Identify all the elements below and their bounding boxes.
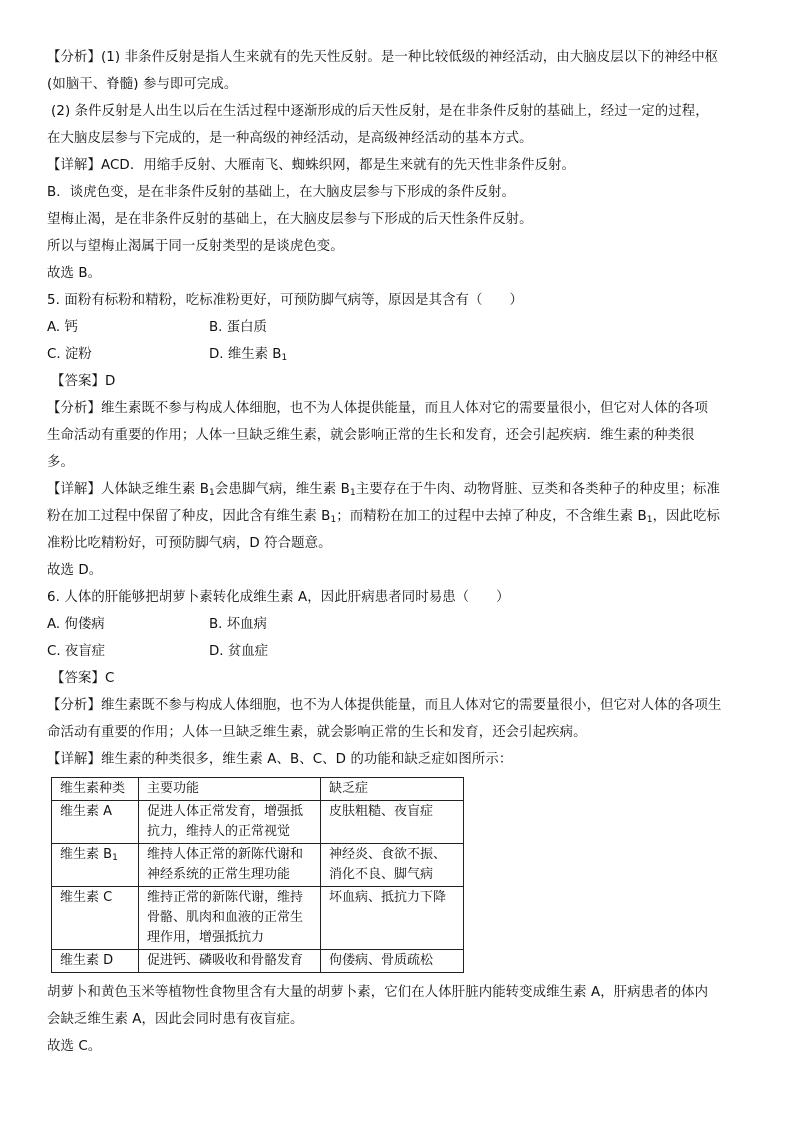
- deficiency-cell: 皮肤粗糙、夜盲症: [321, 801, 464, 844]
- table-row: [52, 887, 464, 950]
- analysis-line: 【分析】维生素既不参与构成人体细胞，也不为人体提供能量，而且人体对它的需要量很小，但它对人体的各项生: [47, 698, 722, 713]
- vitamin-name-cell: [52, 844, 139, 887]
- subscript: 1: [646, 515, 653, 525]
- detail-line: 望梅止渴，是在非条件反射的基础上，在大脑皮层参与下形成的后天性条件反射。: [47, 212, 533, 227]
- function-cell: 维持正常的新陈代谢，维持骨骼、肌肉和血液的正常生理作用，增强抵抗力: [139, 887, 321, 950]
- subscript: 1: [209, 488, 215, 498]
- option-d: D. 贫血症: [209, 644, 268, 659]
- analysis-line: 生命活动有重要的作用；人体一旦缺乏维生素，就会影响正常的生长和发育，还会引起疾病．维生素的种类很: [47, 428, 695, 443]
- option-a: A. 佝偻病: [47, 617, 105, 632]
- document-page: [47, 44, 752, 1060]
- table-header-row: [52, 778, 464, 801]
- detail-line: 【详解】ACD．用缩手反射、大雁南飞、蜘蛛织网，都是生来就有的先天性非条件反射。: [47, 158, 576, 173]
- detail-line: [47, 503, 752, 530]
- question-6-stem: 6. 人体的肝能够把胡萝卜素转化成维生素 A，因此肝病患者同时易患（ ）: [47, 590, 510, 605]
- answer-line: 【答案】C: [51, 671, 115, 686]
- text-part: 主要存在于牛肉、动物肾脏、豆类和各类种子的种皮里；标准: [355, 482, 721, 497]
- detail-line: [47, 476, 752, 503]
- deficiency-cell: 坏血病、抵抗力下降: [321, 887, 464, 950]
- option-b: B. 蛋白质: [209, 320, 267, 335]
- choose-line: 故选 C。: [47, 1039, 102, 1054]
- vitamin-name-cell: [52, 801, 139, 844]
- detail-line: 【详解】维生素的种类很多，维生素 A、B、C、D 的功能和缺乏症如图所示：: [47, 752, 513, 767]
- table-header-cell: 缺乏症: [321, 778, 464, 801]
- analysis-line: (如脑干、脊髓) 参与即可完成。: [47, 77, 238, 92]
- vitamin-name: 维生素 B: [60, 847, 113, 862]
- option-c: C. 淀粉: [47, 347, 92, 362]
- explanation-line: 胡萝卜和黄色玉米等植物性食物里含有大量的胡萝卜素，它们在人体肝脏内能转变成维生素 A，肝病患者的体内: [47, 985, 709, 1000]
- choose-line: 故选 B。: [47, 266, 102, 281]
- detail-line: 准粉比吃精粉好，可预防脚气病，D 符合题意。: [47, 536, 332, 551]
- vitamin-name: 维生素 D: [60, 953, 114, 968]
- subscript: 1: [281, 353, 288, 363]
- vitamin-name: 维生素 A: [60, 804, 113, 819]
- text-part: ；而精粉在加工的过程中去掉了种皮，不含维生素 B: [336, 509, 647, 524]
- deficiency-cell: 神经炎、食欲不振、消化不良、脚气病: [321, 844, 464, 887]
- question-5-options-row-2: [47, 341, 752, 368]
- vitamin-name-cell: [52, 887, 139, 950]
- analysis-line: 【分析】维生素既不参与构成人体细胞，也不为人体提供能量，而且人体对它的需要量很小，但它对人体的各项: [47, 401, 709, 416]
- analysis-line: 【分析】(1) 非条件反射是指人生来就有的先天性反射。是一种比较低级的神经活动，由大脑皮层以下的神经中枢: [47, 50, 719, 65]
- function-cell: 促进人体正常发育，增强抵抗力，维持人的正常视觉: [139, 801, 321, 844]
- option-d: [209, 341, 287, 368]
- subscript: 1: [330, 515, 337, 525]
- analysis-line: (2) 条件反射是人出生以后在生活过程中逐渐形成的后天性反射，是在非条件反射的基础上，经过一定的过程，: [51, 104, 709, 119]
- question-6-options-row-1: [47, 611, 752, 638]
- table-row: [52, 801, 464, 844]
- analysis-line: 命活动有重要的作用；人体一旦缺乏维生素，就会影响正常的生长和发育，还会引起疾病。: [47, 725, 587, 740]
- option-a: A. 钙: [47, 320, 78, 335]
- table-header-cell: 主要功能: [139, 778, 321, 801]
- option-b: B. 坏血病: [209, 617, 267, 632]
- deficiency-cell: 佝偻病、骨质疏松: [321, 950, 464, 973]
- vitamin-name-cell: [52, 950, 139, 973]
- analysis-line: 在大脑皮层参与下完成的，是一种高级的神经活动，是高级神经活动的基本方式。: [47, 131, 533, 146]
- table-header-cell: 维生素种类: [52, 778, 139, 801]
- detail-line: B．谈虎色变，是在非条件反射的基础上，在大脑皮层参与下形成的条件反射。: [47, 185, 515, 200]
- subscript: 1: [112, 853, 118, 863]
- question-5-stem: 5. 面粉有标粉和精粉，吃标准粉更好，可预防脚气病等，原因是其含有（ ）: [47, 293, 524, 308]
- table-row: [52, 950, 464, 973]
- text-part: ，因此吃标: [652, 509, 721, 524]
- analysis-line: 多。: [47, 455, 74, 470]
- table-row: [52, 844, 464, 887]
- function-cell: 维持人体正常的新陈代谢和神经系统的正常生理功能: [139, 844, 321, 887]
- question-5-options-row-1: [47, 314, 752, 341]
- detail-line: 所以与望梅止渴属于同一反射类型的是谈虎色变。: [47, 239, 344, 254]
- text-part: 粉在加工过程中保留了种皮，因此含有维生素 B: [47, 509, 331, 524]
- vitamin-name: 维生素 C: [60, 890, 113, 905]
- function-cell: 促进钙、磷吸收和骨骼发育: [139, 950, 321, 973]
- subscript: 1: [349, 488, 356, 498]
- option-d-text: D. 维生素 B: [209, 347, 282, 362]
- choose-line: 故选 D。: [47, 563, 103, 578]
- text-part: 会患脚气病，维生素 B: [214, 482, 350, 497]
- text-part: 【详解】人体缺乏维生素 B: [47, 482, 210, 497]
- question-6-options-row-2: [47, 638, 752, 665]
- option-c: C. 夜盲症: [47, 644, 106, 659]
- vitamin-table: [51, 777, 464, 973]
- explanation-line: 会缺乏维生素 A，因此会同时患有夜盲症。: [47, 1012, 304, 1027]
- answer-line: 【答案】D: [51, 374, 116, 389]
